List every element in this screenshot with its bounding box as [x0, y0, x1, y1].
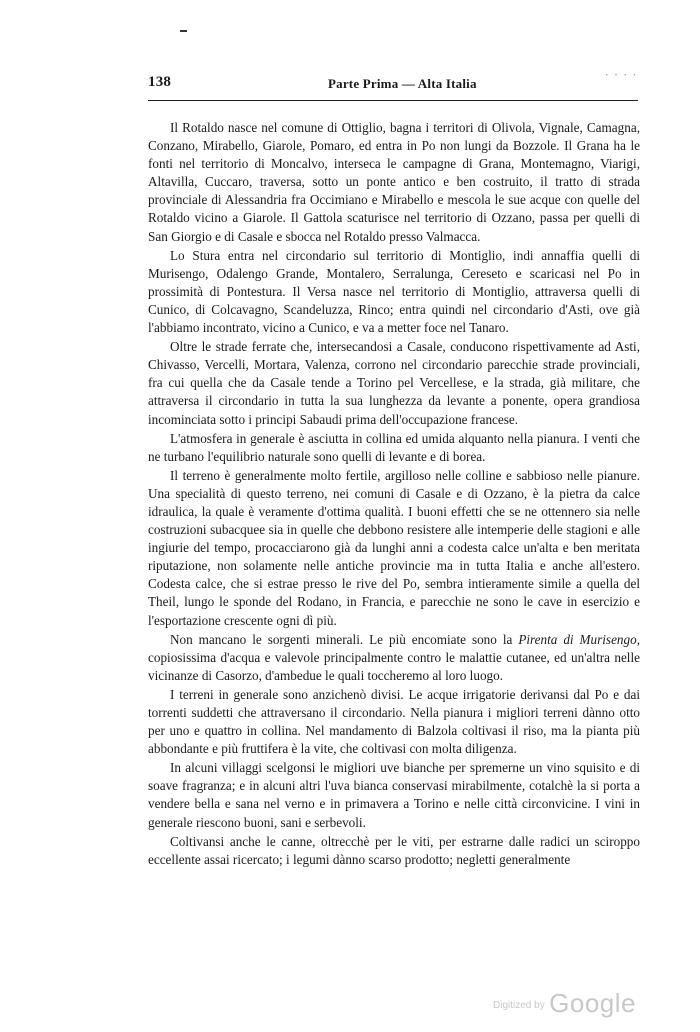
paragraph-villaggi: In alcuni villaggi scelgonsi le migliori uve bianche per spremerne un vino squisito e di soave fragranza; e in alcuni altri l'uva bianca conservasi mirabilmente, cotalchè la si porta a vendere bella e sana nel verno e in primavera a Torino e nelle città circonvicine. I vini in generale riescono buoni, sani e serbevoli. [148, 760, 640, 830]
paragraph-terreni: I terreni in generale sono anzichenò divisi. Le acque irrigatorie derivansi dal Po e dai torrenti suddetti che attraversano il circondario. Nella pianura i migliori terreni dànno otto per uno e quattro in collina. Nel mandamento di Balzola coltivasi il riso, ma la pianta più abbondante e più fruttifera è la vite, che coltivasi con molta diligenza. [148, 686, 640, 757]
paragraph-rotaldo: Il Rotaldo nasce nel comune di Ottiglio, bagna i territori di Olivola, Vignale, Camagna, Conzano, Mirabello, Giarole, Pomaro, ed entra in Po non lungi da Bozzole. Il Grana ha le fonti nel territorio di Moncalvo, interseca le campagne di Grana, Montemagno, Viarigi, Altavilla, Cuccaro, traversa, sotto un ponte antico e ben costruito, il tratto di strada provinciale di Alessandria fra Occimiano e Mirabello e mescola le sue acque con quelle del Rotaldo vicino a Giarole. Il Gattola scaturisce nel territorio di Ozzano, passa per quelli di San Giorgio e di Casale e sbocca nel Rotaldo presso Valmacca. [148, 120, 640, 244]
sorgenti-italic-name: Pirenta di Murisengo [518, 631, 637, 647]
scan-mark [180, 30, 187, 32]
paragraph-strade: Oltre le strade ferrate che, intersecandosi a Casale, conducono rispettivamente ad Asti, Chivasso, Vercelli, Mortara, Valenza, corrono nel circondario parecchie strade provinciali, fra cui quella che da Casale tende a Torino pel Vercellese, e la strada, già militare, che attraversa il circondario in tutta la sua lunghezza da levante a ponente, opera grandiosa incominciata sotto i principi Sabaudi prima dell'occupazione francese. [148, 339, 640, 427]
sorgenti-text-after: , copiosissima d'acqua e valevole principalmente contro le malattie cutanee, ed un'altra nelle vicinanze di Casorzo, d'ambedue le quali toccheremo al loro luogo. [148, 631, 640, 683]
page-number: 138 [148, 74, 172, 90]
paragraph-terreno: Il terreno è generalmente molto fertile, argilloso nelle colline e sabbioso nelle pianure. Una specialità di questo terreno, nei comuni di Casale e di Ozzano, è la pietra da calce idraulica, la quale è veramente d'ottima qualità. I buoni effetti che se ne ottennero sia nelle costruzioni subacquee sia in quelle che debbono resistere alle intemperie delle stagioni e alle ingiurie del tempo, procacciarono già da lunghi anni a codesta calce un'alta e ben meritata riputazione, non solamente nelle antiche provincie ma in tutta Italia e anche all'estero. Codesta calce, che si estrae presso le rive del Po, sembra intieramente simile a quella del Theil, lungo le sponde del Rodano, in Francia, e parecchie ne sono le cave in esercizio e l'esportazione crescente ogni dì più. [148, 467, 640, 628]
scan-dots: · · · · [605, 70, 638, 80]
paragraph-stura: Lo Stura entra nel circondario sul territorio di Montiglio, indi annaffia quelli di Murisengo, Odalengo Grande, Montalero, Serralunga, Cereseto e scaricasi nel Po in prossimità di Pontestura. Il Versa nasce nel territorio di Montiglio, attraversa quelli di Cunico, di Colcavagno, Scandeluzza, Rinco; entra quindi nel circondario d'Asti, ove già l'abbiamo incontrato, vicino a Cunico, e va a metter foce nel Tanaro. [148, 247, 640, 336]
google-watermark [493, 988, 636, 1019]
header-rule [148, 100, 638, 101]
sorgenti-text-before: Non mancano le sorgenti minerali. Le più encomiate sono la [170, 631, 519, 647]
running-title: Parte Prima — Alta Italia [328, 76, 477, 91]
paragraph-canne: Coltivansi anche le canne, oltrecchè per le viti, per estrarne dalle radici un sciroppo eccellente assai ricercato; i legumi dànno scarso prodotto; negletti generalmente [148, 833, 640, 867]
paragraph-atmosfera: L'atmosfera in generale è asciutta in collina ed umida alquanto nella pianura. I venti che ne turbano l'equilibrio naturale sono quelli di levante e di borea. [148, 430, 640, 464]
digitized-by-label: Digitized by [493, 1000, 545, 1011]
google-logo: Google [549, 988, 636, 1018]
body-text [148, 119, 640, 869]
paragraph-sorgenti [148, 631, 640, 685]
